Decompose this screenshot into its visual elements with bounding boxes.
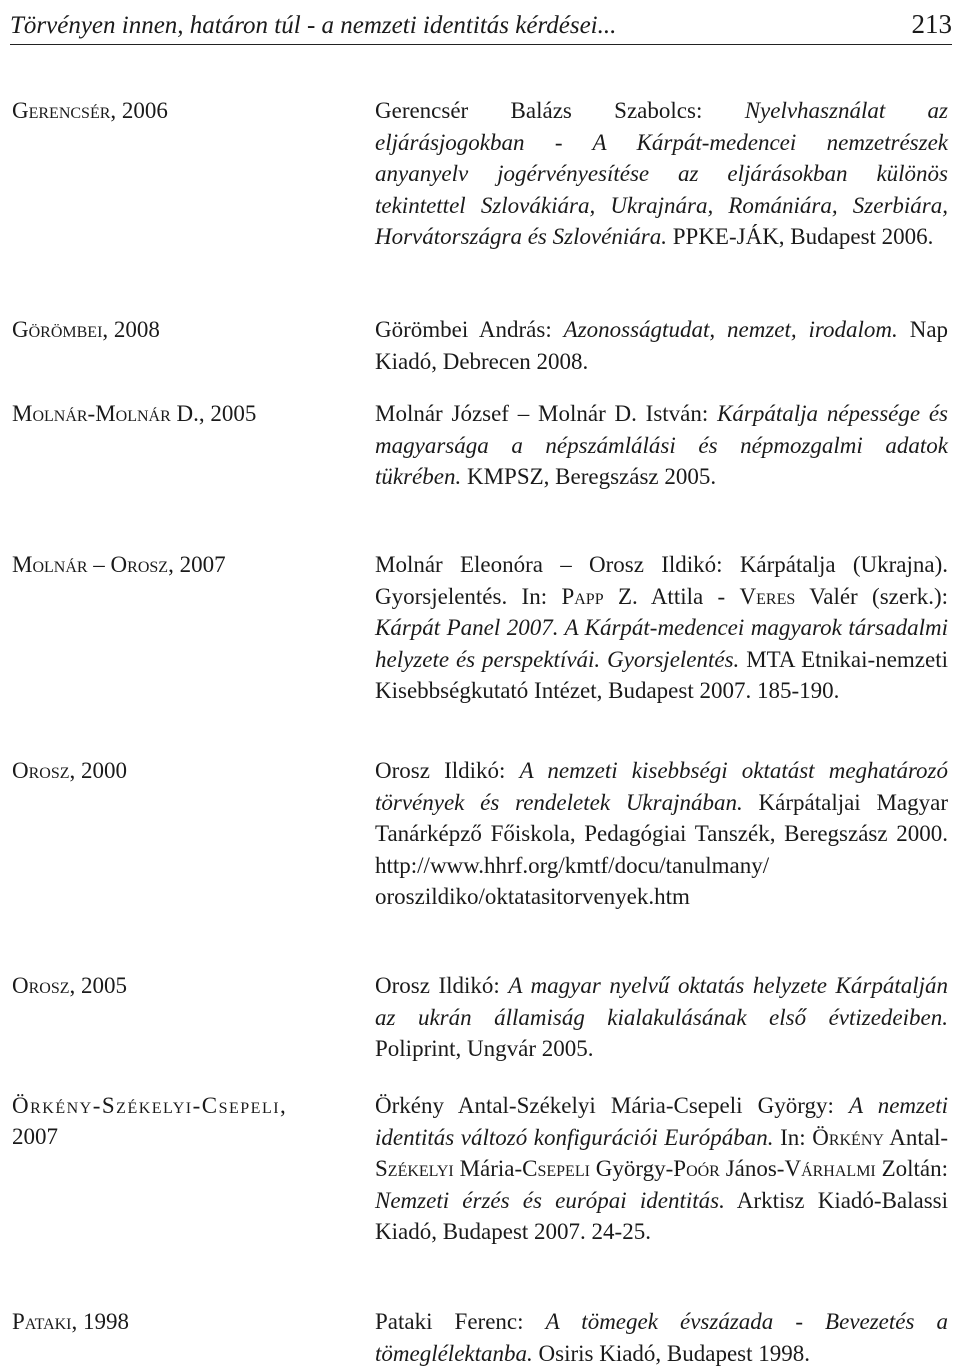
entry-title: Azonosságtudat, nemzet, irodalom. xyxy=(563,317,898,342)
entry-title: A tömegek évszázada - Bevezetés a tömeglélektanba. xyxy=(375,1309,949,1366)
entry-publication: Poliprint, Ungvár 2005. xyxy=(375,1036,594,1061)
entry-url[interactable]: http://www.hhrf.org/kmtf/docu/tanulmany/ xyxy=(375,852,770,878)
editor-name: Zoltán: xyxy=(881,1156,949,1181)
entry-title: Kárpát Panel 2007. A Kárpát-medencei magyarok társadalmi helyzete és perspektívái. Gyorsjelentés. xyxy=(375,615,948,672)
entry-publication: Nap Kiadó, Debrecen 2008. xyxy=(375,317,949,374)
entry-key: Gerencsér, 2006 xyxy=(12,98,168,123)
entry-author: Molnár József – Molnár D. István: xyxy=(375,401,709,426)
editor-name: Veres xyxy=(739,583,796,609)
editor-name: Antal- xyxy=(889,1124,949,1150)
entry-author: Orosz Ildikó: xyxy=(375,758,506,783)
running-header xyxy=(10,0,952,45)
entry-reference xyxy=(375,314,948,377)
entry-key-line: Örkény-Székelyi-Csepeli, xyxy=(12,1093,288,1118)
editor-name: Várhalmi xyxy=(784,1156,876,1181)
entry-reference xyxy=(375,1306,948,1369)
page-number: 213 xyxy=(911,9,952,39)
entry-key: Molnár – Orosz, 2007 xyxy=(12,552,226,577)
entry-author: Molnár Eleonóra – Orosz Ildikó: xyxy=(375,552,723,577)
entry-author: Gerencsér Balázs Szabolcs: xyxy=(375,98,703,123)
entry-key: Molnár-Molnár D., 2005 xyxy=(12,401,257,426)
entry-title: A magyar nyelvű oktatás helyzete Kárpátalján az ukrán államiság kialakulásának első évtizedeiben. xyxy=(375,973,949,1030)
entry-source-part: Kárpátalja (Ukrajna). Gyorsjelentés. In: xyxy=(375,552,948,609)
entry-title: A nemzeti kisebbségi oktatást meghatározó törvények és rendeletek Ukrajnában. xyxy=(375,758,948,815)
editor-name: Papp xyxy=(561,583,604,609)
entry-author: Örkény Antal-Székelyi Mária-Csepeli György: xyxy=(375,1093,834,1118)
entry-author: Görömbei András: xyxy=(375,317,552,342)
entry-reference xyxy=(375,755,948,913)
entry-source-part: Z. Attila - xyxy=(617,583,726,609)
entry-key: Orosz, 2000 xyxy=(12,758,128,783)
entry-publication: Kárpátaljai Magyar Tanárképző Főiskola, Pedagógiai Tanszék, Beregszász 2000. xyxy=(375,789,949,846)
editor-name: Poór xyxy=(673,1156,720,1181)
entry-publication: Arktisz Kiadó-Balassi Kiadó, Budapest 2007. 24-25. xyxy=(375,1187,949,1244)
entry-key xyxy=(12,1090,362,1152)
entry-reference xyxy=(375,95,948,253)
editor-name: Székelyi xyxy=(375,1156,454,1181)
entry-key: Görömbei, 2008 xyxy=(12,317,160,342)
entry-title: Nemzeti érzés és európai identitás. xyxy=(375,1187,725,1213)
editor-name: György- xyxy=(595,1156,674,1181)
entry-publication: Osiris Kiadó, Budapest 1998. xyxy=(538,1340,811,1366)
entry-publication: PPKE-JÁK, Budapest 2006. xyxy=(672,224,934,249)
entry-title: A nemzeti identitás változó konfigurációi Európában. xyxy=(375,1093,948,1150)
entry-publication: MTA Etnikai-nemzeti Kisebbségkutató Intézet, Budapest 2007. 185-190. xyxy=(375,646,948,703)
entry-key-line: 2007 xyxy=(12,1124,58,1149)
entry-key: Pataki, 1998 xyxy=(12,1309,130,1334)
entry-title: Kárpátalja népessége és magyarsága a népszámlálási és népmozgalmi adatok tükrében. xyxy=(375,401,949,489)
entry-key: Orosz, 2005 xyxy=(12,973,128,998)
editor-name: Csepeli xyxy=(522,1156,590,1181)
entry-publication: KMPSZ, Beregszász 2005. xyxy=(466,464,717,489)
entry-reference xyxy=(375,970,948,1065)
entry-title: Nyelvhasználat az eljárásjogokban - A Kárpát-medencei nemzetrészek anyanyelv jogérvényesítése az eljárásokban különös tekintettel Szlovákiára, Ukrajnára, Romániára, Szerbiára, Horvátországra és Szlovéniára. xyxy=(375,98,949,249)
editor-name: János- xyxy=(725,1156,785,1181)
running-title: Törvényen innen, határon túl - a nemzeti identitás kérdései... xyxy=(10,12,617,39)
editor-name: Örkény xyxy=(812,1124,884,1150)
entry-author: Pataki Ferenc: xyxy=(375,1309,524,1334)
entry-reference xyxy=(375,1090,948,1248)
editor-name: Mária- xyxy=(459,1156,523,1181)
entry-source-part: Valér (szerk.): xyxy=(809,583,949,609)
entry-reference xyxy=(375,549,948,707)
entry-reference xyxy=(375,398,948,493)
entry-url[interactable]: oroszildiko/oktatasitorvenyek.htm xyxy=(375,884,690,909)
entry-in-label: In: xyxy=(780,1124,806,1150)
entry-author: Orosz Ildikó: xyxy=(375,973,500,998)
